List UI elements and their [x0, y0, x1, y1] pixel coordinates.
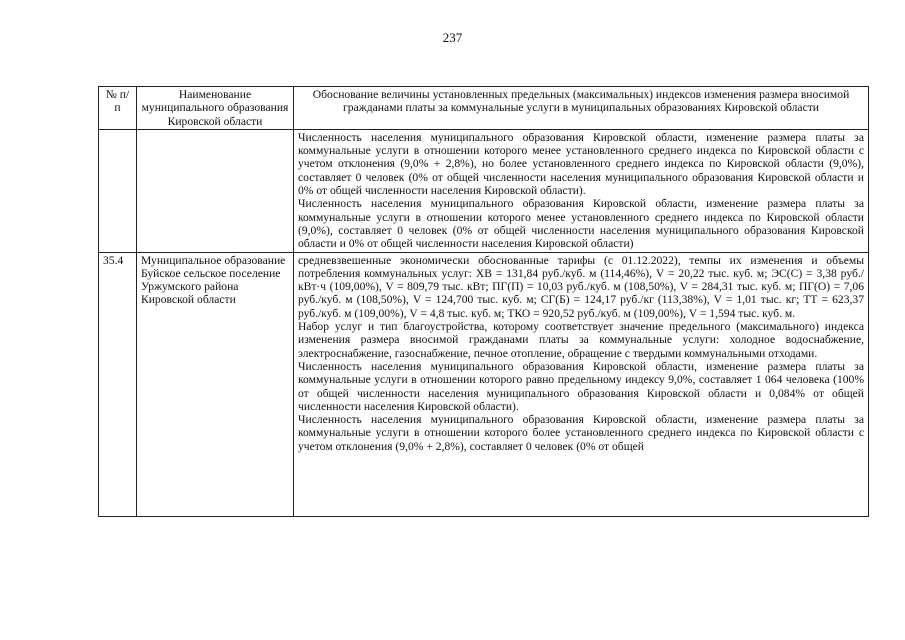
cell-name-empty	[137, 129, 294, 252]
cell-justification	[294, 252, 869, 516]
table-header-row	[99, 87, 869, 130]
page-number: 237	[442, 30, 463, 45]
justification-table	[98, 86, 869, 517]
header-justification: Обоснование величины установленных предельных (максимальных) индексов изменения размера вносимой гражданами платы за коммунальные услуги в муниципальных образованиях Кировской области	[294, 87, 869, 130]
table-row-continued	[99, 129, 869, 252]
paragraph: средневзвешенные экономически обоснованные тарифы (с 01.12.2022), темпы их изменения и объемы потребления коммунальных услуг: ХВ = 131,84 руб./куб. м (114,46%), V = 20,22 тыс. куб. м; ЭС(С) = 3,38 руб./кВт·ч (109,00%), V = 809,79 тыс. кВт; ПГ(П) = 10,03 руб./куб. м (108,50%), V = 284,31 тыс. куб. м; ПГ(О) = 7,06 руб./куб. м (108,50%), V = 124,700 тыс. куб. м; СГ(Б) = 124,17 руб./кг (113,38%), V = 1,01 тыс. кг; ТТ = 623,37 руб./куб. м (109,00%), V = 4,8 тыс. куб. м; ТКО = 920,52 руб./куб. м (109,00%), V = 1,594 тыс. куб. м.	[298, 253, 864, 320]
table-row-35-4	[99, 252, 869, 516]
header-number: № п/п	[99, 87, 137, 130]
header-municipality-name: Наименование муниципального образования Кировской области	[137, 87, 294, 130]
paragraph: Численность населения муниципального образования Кировской области, изменение размера платы за коммунальные услуги в отношении которого более установленного среднего индекса по Кировской области с учетом отклонения (9,0% + 2,8%), составляет 0 человек (0% от общей	[298, 413, 864, 453]
paragraph: Численность населения муниципального образования Кировской области, изменение размера платы за коммунальные услуги в отношении которого менее установленного среднего индекса по Кировской области (9,0%), составляет 0 человек (0% от общей численности населения муниципального образования Кировской области и 0% от общей численности населения Кировской области)	[298, 197, 864, 251]
paragraph: Численность населения муниципального образования Кировской области, изменение размера платы за коммунальные услуги в отношении которого менее установленного среднего индекса по Кировской области с учетом отклонения (9,0% + 2,8%), но более установленного среднего индекса по Кировской области (9,0%), составляет 0 человек (0% от общей численности населения муниципального образования Кировской области и 0% от общей численности населения Кировской области).	[298, 130, 864, 198]
cell-justification-continued	[294, 129, 869, 252]
cell-number: 35.4	[99, 252, 137, 516]
paragraph: Набор услуг и тип благоустройства, которому соответствует значение предельного (максимального) индекса изменения размера вносимой гражданами платы за коммунальные услуги: холодное водоснабжение, электроснабжение, газоснабжение, печное отопление, обращение с твердыми коммунальными отходами.	[298, 320, 864, 360]
cell-number-empty	[99, 129, 137, 252]
cell-municipality-name: Муниципальное образование Буйское сельское поселение Уржумского района Кировской области	[137, 252, 294, 516]
paragraph: Численность населения муниципального образования Кировской области, изменение размера платы за коммунальные услуги в отношении которого равно предельному индексу 9,0%, составляет 1 064 человека (100% от общей численности населения муниципального образования Кировской области и 0,084% от общей численности населения Кировской области).	[298, 359, 864, 413]
